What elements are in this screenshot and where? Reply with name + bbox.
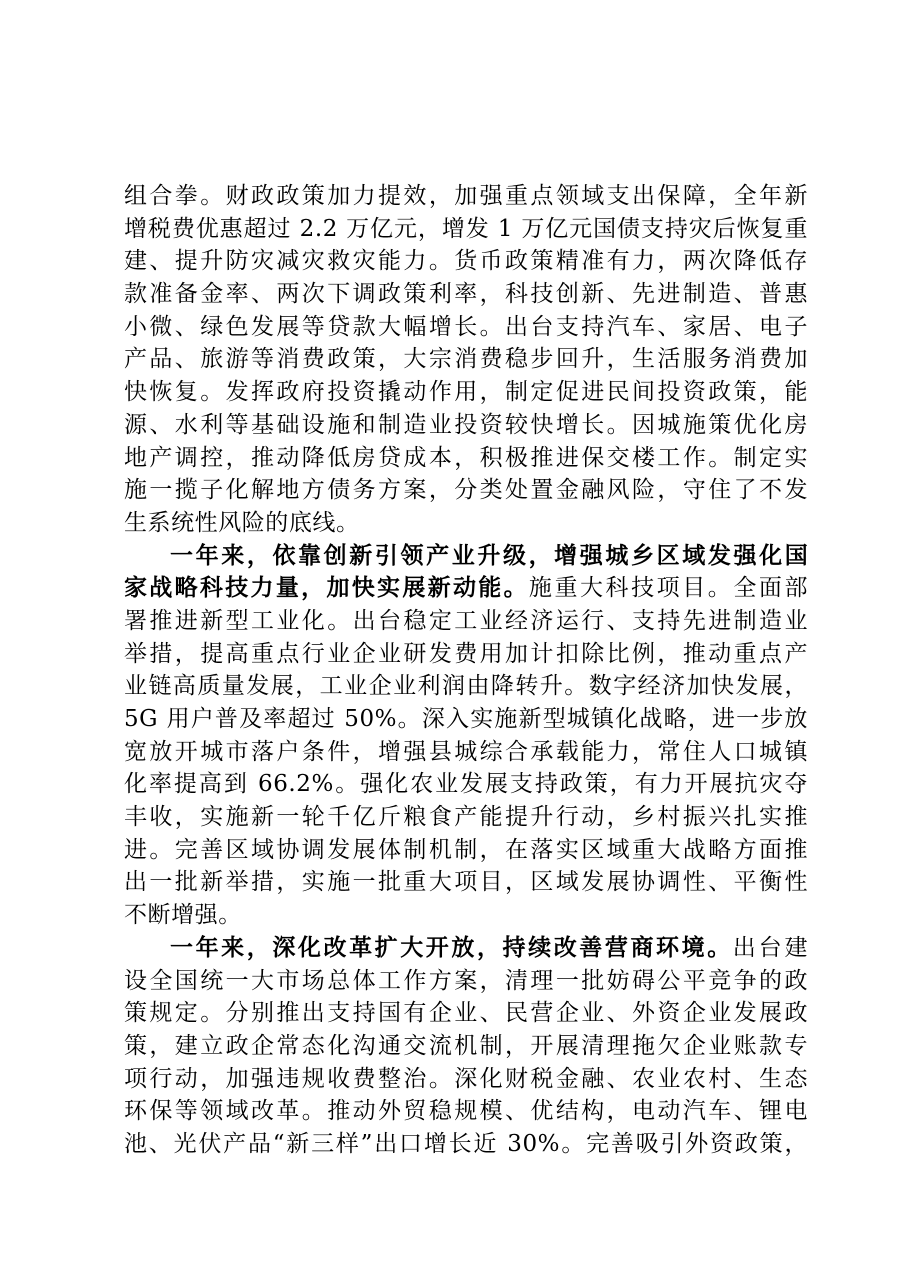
text-line — [124, 834, 808, 867]
bold-lead-text: 一年来，依靠创新引领产业升级，增强城乡区域发强化国 — [170, 542, 808, 569]
paragraph — [124, 540, 808, 932]
body-text: 环保等领域改革。推动外贸稳规模、优结构，电动汽车、锂电 — [124, 1098, 808, 1125]
body-text: 出一批新举措，实施一批重大项目，区域发展协调性、平衡性 — [124, 869, 808, 896]
body-text: 产品、旅游等消费政策，大宗消费稳步回升，生活服务消费加 — [124, 346, 808, 373]
text-line — [124, 1095, 808, 1128]
text-line — [124, 1128, 808, 1161]
text-line — [124, 703, 808, 736]
text-line — [124, 605, 808, 638]
body-text: 丰收，实施新一轮千亿斤粮食产能提升行动，乡村振兴扎实推 — [124, 804, 808, 831]
text-line — [124, 965, 808, 998]
body-text: 宽放开城市落户条件，增强县城综合承载能力，常住人口城镇 — [124, 738, 808, 765]
body-text: 不断增强。 — [124, 902, 242, 929]
text-line — [124, 180, 808, 213]
body-text: 组合拳。财政政策加力提效，加强重点领域支出保障，全年新 — [124, 183, 808, 209]
body-text: 化率提高到 66.2%。强化农业发展支持政策，有力开展抗灾夺 — [124, 771, 808, 798]
text-line — [124, 409, 808, 442]
body-text: 进。完善区域协调发展体制机制，在落实区域重大战略方面推 — [124, 836, 808, 863]
body-text: 策规定。分别推出支持国有企业、民营企业、外资企业发展政 — [124, 1000, 808, 1027]
text-line — [124, 540, 808, 573]
text-line — [124, 932, 808, 965]
text-line — [124, 736, 808, 769]
text-line — [124, 278, 808, 311]
text-line — [124, 670, 808, 703]
text-line — [124, 442, 808, 475]
text-line — [124, 311, 808, 344]
body-text: 业链高质量发展，工业企业利润由降转升。数字经济加快发展， — [124, 673, 808, 700]
body-text: 增税费优惠超过 2.2 万亿元，增发 1 万亿元国债支持灾后恢复重 — [124, 215, 808, 242]
body-text: 施一揽子化解地方债务方案，分类处置金融风险，守住了不发 — [124, 477, 808, 504]
body-text: 快恢复。发挥政府投资撬动作用，制定促进民间投资政策，能 — [124, 379, 808, 406]
body-text: 策，建立政企常态化沟通交流机制，开展清理拖欠企业账款专 — [124, 1032, 808, 1059]
text-line — [124, 343, 808, 376]
bold-lead-text: 一年来，深化改革扩大开放，持续改善营商环境。 — [170, 934, 733, 961]
body-text: 生系统性风险的底线。 — [124, 509, 360, 536]
body-text: 池、光伏产品“新三样”出口增长近 30%。完善吸引外资政策， — [124, 1130, 808, 1157]
text-line — [124, 572, 808, 605]
paragraph — [124, 932, 808, 1161]
body-text: 设全国统一大市场总体工作方案，清理一批妨碍公平竞争的政 — [124, 967, 808, 994]
body-text: 署推进新型工业化。出台稳定工业经济运行、支持先进制造业 — [124, 607, 808, 634]
text-line — [124, 376, 808, 409]
text-line — [124, 1063, 808, 1096]
text-line — [124, 866, 808, 899]
text-line — [124, 213, 808, 246]
text-line — [124, 507, 808, 540]
text-line — [124, 899, 808, 932]
body-text: 小微、绿色发展等贷款大幅增长。出台支持汽车、家居、电子 — [124, 313, 808, 340]
text-line — [124, 768, 808, 801]
text-line — [124, 638, 808, 671]
text-line — [124, 1030, 808, 1063]
body-text: 5G 用户普及率超过 50%。深入实施新型城镇化战略，进一步放 — [124, 706, 808, 732]
body-text: 项行动，加强违规收费整治。深化财税金融、农业农村、生态 — [124, 1065, 808, 1092]
text-line — [124, 997, 808, 1030]
body-text: 建、提升防灾减灾救灾能力。货币政策精准有力，两次降低存 — [124, 248, 808, 275]
body-text: 地产调控，推动降低房贷成本，积极推进保交楼工作。制定实 — [124, 444, 808, 471]
text-line — [124, 801, 808, 834]
paragraph — [124, 180, 808, 540]
bold-lead-text: 家战略科技力量，加快实展新动能。 — [124, 575, 529, 602]
document-body — [124, 180, 808, 1161]
body-text: 施重大科技项目。全面部 — [528, 575, 808, 602]
text-line — [124, 474, 808, 507]
body-text: 源、水利等基础设施和制造业投资较快增长。因城施策优化房 — [124, 411, 808, 438]
body-text: 出台建 — [732, 934, 808, 961]
body-text: 举措，提高重点行业企业研发费用加计扣除比例，推动重点产 — [124, 640, 808, 667]
text-line — [124, 245, 808, 278]
body-text: 款准备金率、两次下调政策利率，科技创新、先进制造、普惠 — [124, 281, 808, 308]
